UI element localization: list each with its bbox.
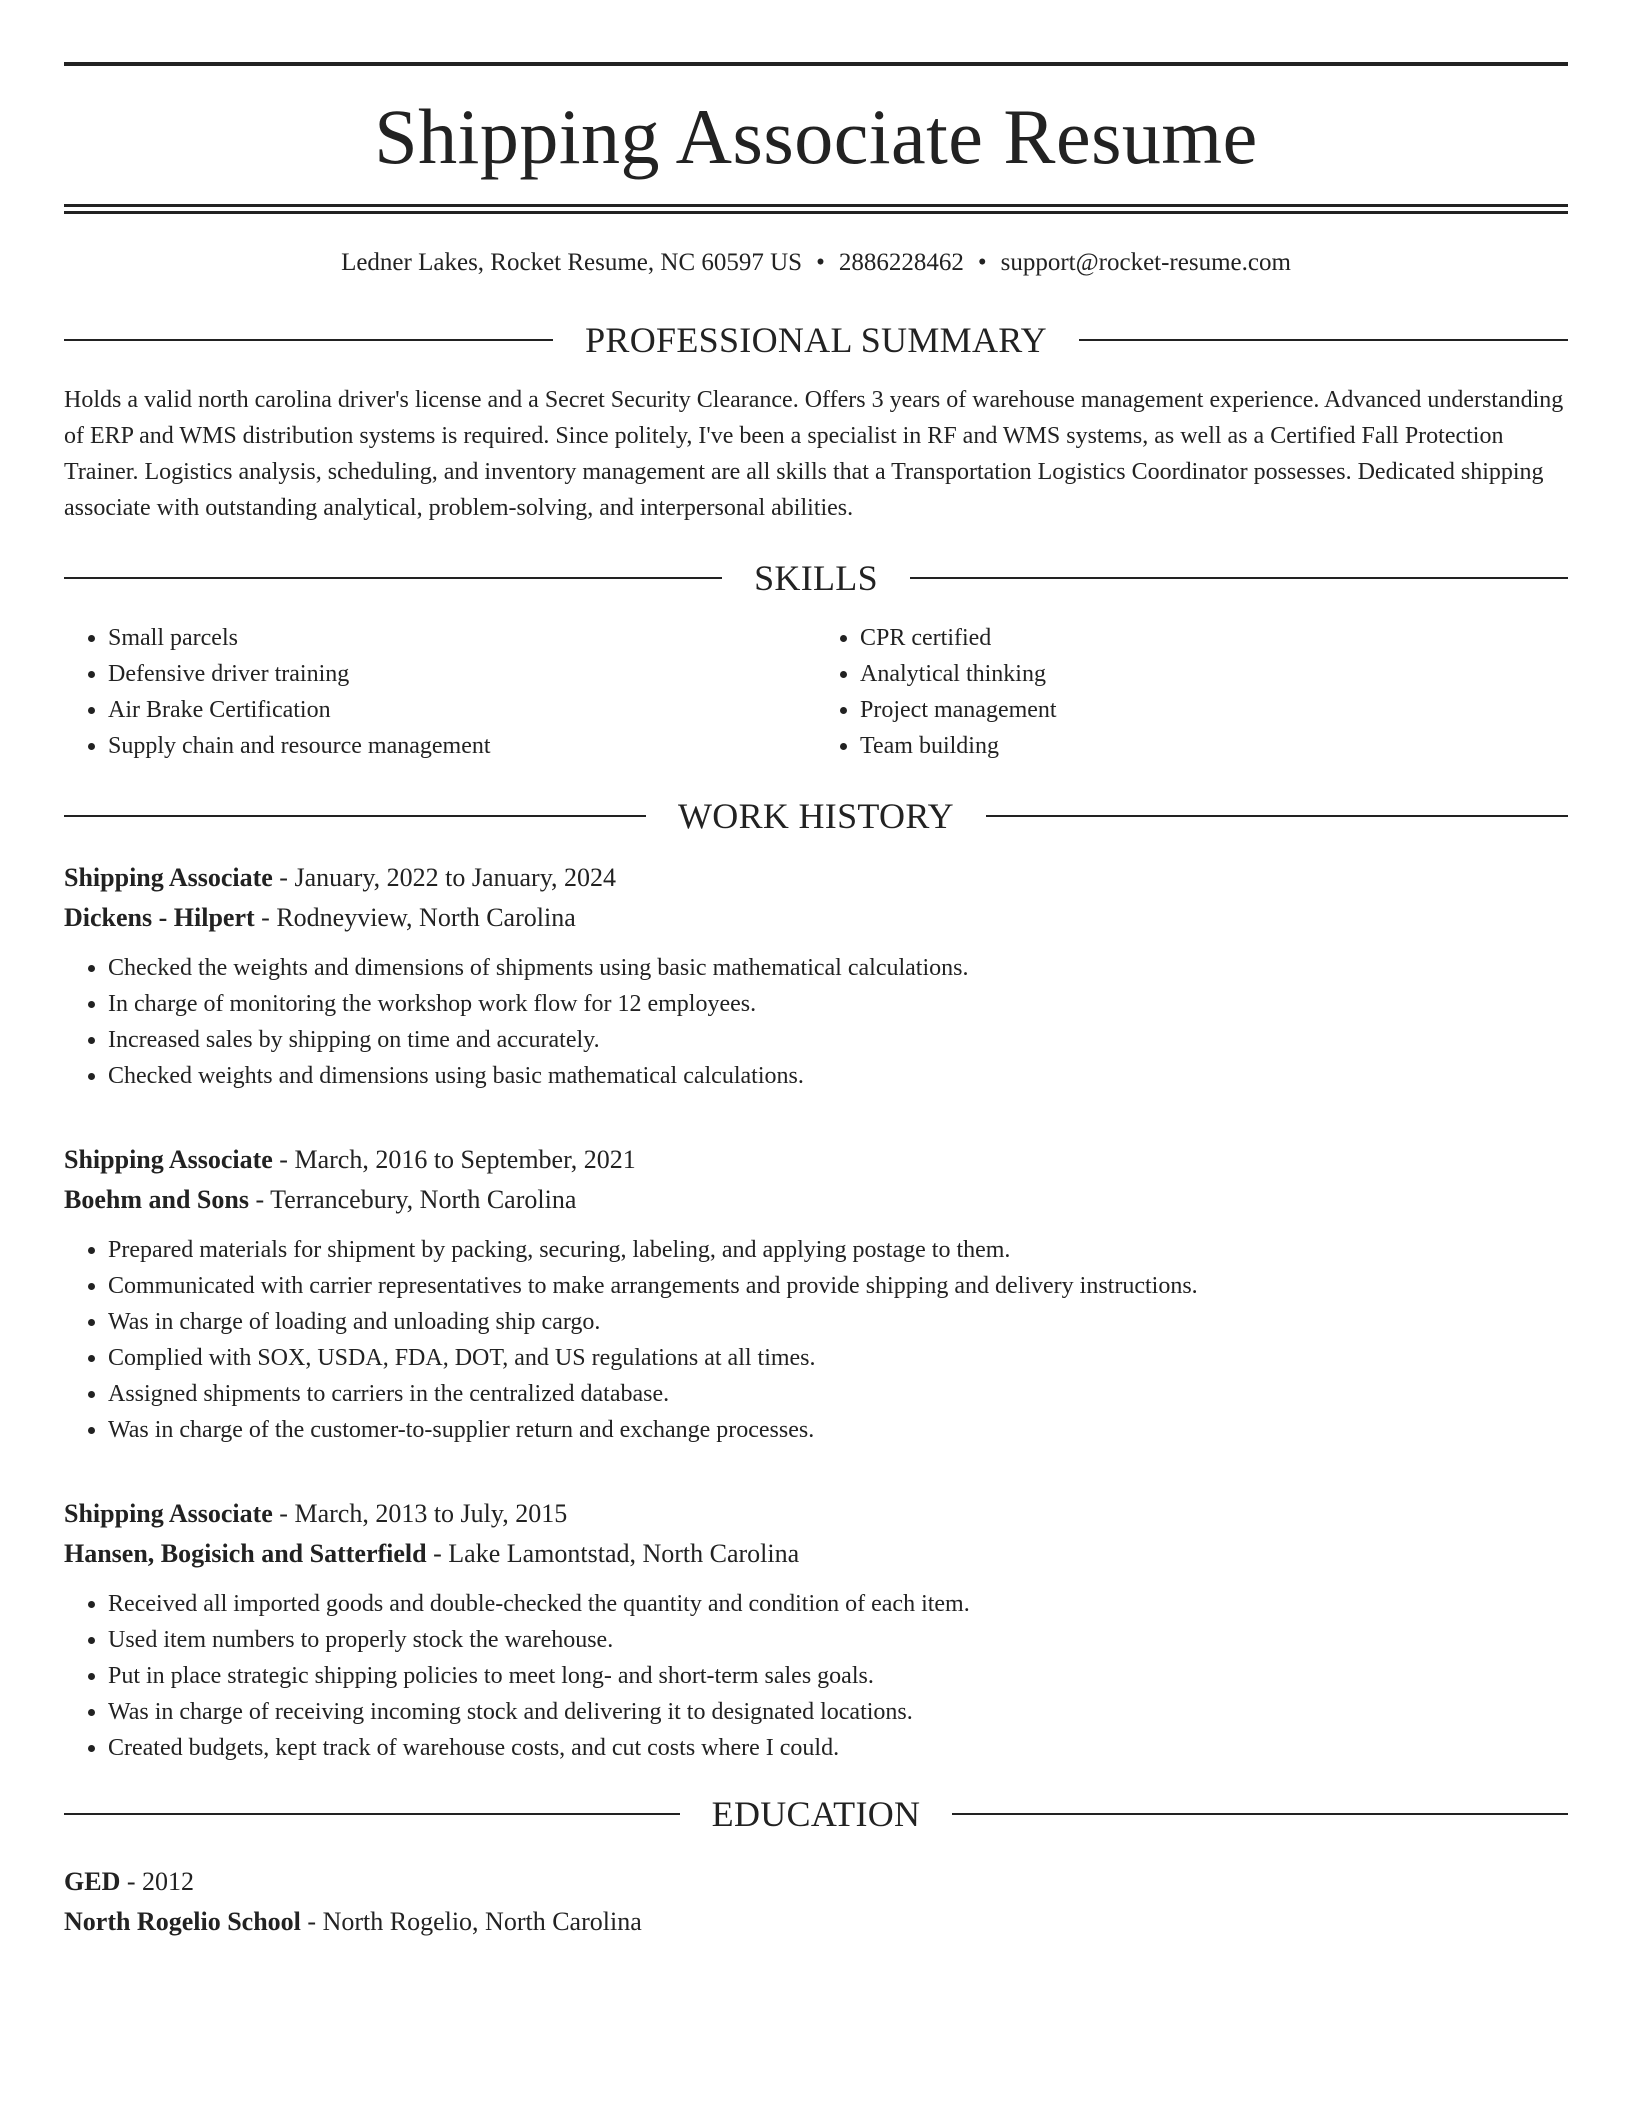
education-location: North Rogelio, North Carolina [322,1907,642,1936]
skills-column-left [64,620,816,764]
work-section-heading [64,798,1568,834]
education-school: North Rogelio School [64,1907,301,1936]
skills-section-heading [64,560,1568,596]
job-dates: March, 2016 to September, 2021 [294,1145,636,1174]
skill-item: • Project management [860,692,1568,728]
job-entry [64,1494,1568,1766]
skill-item: • Supply chain and resource management [108,728,816,764]
heading-rule-right [910,577,1568,579]
education-entry [64,1862,1568,1942]
job-company-line [64,898,1568,938]
skill-item: • Small parcels [108,620,816,656]
contact-line [64,248,1568,278]
job-title: Shipping Associate [64,863,273,892]
job-bullet: • Put in place strategic shipping policies to meet long- and short-term sales goals. [108,1658,1568,1694]
job-bullet: • In charge of monitoring the workshop work flow for 12 employees. [108,986,1568,1022]
job-bullets [64,950,1568,1094]
section-title: SKILLS [754,558,878,598]
job-entry [64,1140,1568,1448]
job-bullet: • Was in charge of loading and unloading ship cargo. [108,1304,1568,1340]
job-company: Hansen, Bogisich and Satterfield [64,1539,427,1568]
job-company-line [64,1534,1568,1574]
dash: - [307,1907,317,1936]
job-title: Shipping Associate [64,1145,273,1174]
section-title: WORK HISTORY [678,796,954,836]
skills-list [64,620,1568,764]
contact-separator: • [816,249,825,276]
job-bullet: • Was in charge of the customer-to-supplier return and exchange processes. [108,1412,1568,1448]
heading-rule-left [64,339,553,341]
skill-item: • Air Brake Certification [108,692,816,728]
contact-phone: 2886228462 [838,249,964,276]
job-bullet: • Created budgets, kept track of warehouse costs, and cut costs where I could. [108,1730,1568,1766]
job-bullets [64,1232,1568,1448]
job-bullet: • Prepared materials for shipment by packing, securing, labeling, and applying postage to them. [108,1232,1568,1268]
skill-item: • Team building [860,728,1568,764]
summary-section-heading [64,322,1568,358]
job-company: Dickens - Hilpert [64,903,255,932]
contact-separator: • [977,249,987,276]
contact-email: support@rocket-resume.com [1000,249,1291,276]
job-bullet: • Communicated with carrier representatives to make arrangements and provide shipping and delivery instructions. [108,1268,1568,1304]
section-title: PROFESSIONAL SUMMARY [585,320,1047,360]
job-company-line [64,1180,1568,1220]
skill-item: • Analytical thinking [860,656,1568,692]
education-school-line [64,1902,1568,1942]
job-bullet: • Checked weights and dimensions using basic mathematical calculations. [108,1058,1568,1094]
heading-rule-right [986,815,1568,817]
job-location: Terrancebury, North Carolina [270,1185,577,1214]
job-bullets [64,1586,1568,1766]
title-double-rule [64,204,1568,214]
dash: - [279,863,288,892]
job-bullet: • Received all imported goods and double-checked the quantity and condition of each item. [108,1586,1568,1622]
dash: - [261,903,270,932]
job-dates: January, 2022 to January, 2024 [294,863,617,892]
job-bullet: • Assigned shipments to carriers in the centralized database. [108,1376,1568,1412]
dash: - [433,1539,442,1568]
skill-item: • CPR certified [860,620,1568,656]
job-title-line [64,1140,1568,1180]
job-bullet: • Used item numbers to properly stock the warehouse. [108,1622,1568,1658]
summary-text: Holds a valid north carolina driver's license and a Secret Security Clearance. Offers 3 years of warehouse management experience. Advanced understanding of ERP and WMS distribution systems is required. Since politely, I've been a specialist in RF and WMS systems, as well as a Certified Fall Protection Trainer. Logistics analysis, scheduling, and inventory management are all skills that a Transportation Logistics Coordinator possesses. Dedicated shipping associate with outstanding analytical, problem-solving, and interpersonal abilities. [64,387,1564,521]
education-year: 2012 [142,1867,195,1896]
top-rule [64,62,1568,66]
section-title: EDUCATION [711,1794,921,1834]
education-degree-line [64,1862,1568,1902]
job-location: Lake Lamontstad, North Carolina [448,1539,800,1568]
job-company: Boehm and Sons [64,1185,249,1214]
job-dates: March, 2013 to July, 2015 [294,1499,568,1528]
heading-rule-right [1079,339,1568,341]
job-title: Shipping Associate [64,1499,273,1528]
dash: - [255,1185,265,1214]
education-section-heading [64,1796,1568,1832]
dash: - [126,1867,136,1896]
resume-title: Shipping Associate Resume [374,93,1258,180]
dash: - [279,1145,288,1174]
job-location: Rodneyview, North Carolina [276,903,576,932]
heading-rule-left [64,815,646,817]
job-bullet: • Checked the weights and dimensions of shipments using basic mathematical calculations. [108,950,1568,986]
job-entry [64,858,1568,1094]
skills-column-right [816,620,1568,764]
job-title-line [64,858,1568,898]
job-bullet: • Was in charge of receiving incoming stock and delivering it to designated locations. [108,1694,1568,1730]
heading-rule-right [952,1813,1568,1815]
job-bullet: • Increased sales by shipping on time and accurately. [108,1022,1568,1058]
heading-rule-left [64,1813,680,1815]
contact-address: Ledner Lakes, Rocket Resume, NC 60597 US [341,249,803,276]
skill-item: • Defensive driver training [108,656,816,692]
job-bullet: • Complied with SOX, USDA, FDA, DOT, and US regulations at all times. [108,1340,1568,1376]
job-title-line [64,1494,1568,1534]
heading-rule-left [64,577,722,579]
education-degree: GED [64,1867,121,1896]
dash: - [279,1499,288,1528]
